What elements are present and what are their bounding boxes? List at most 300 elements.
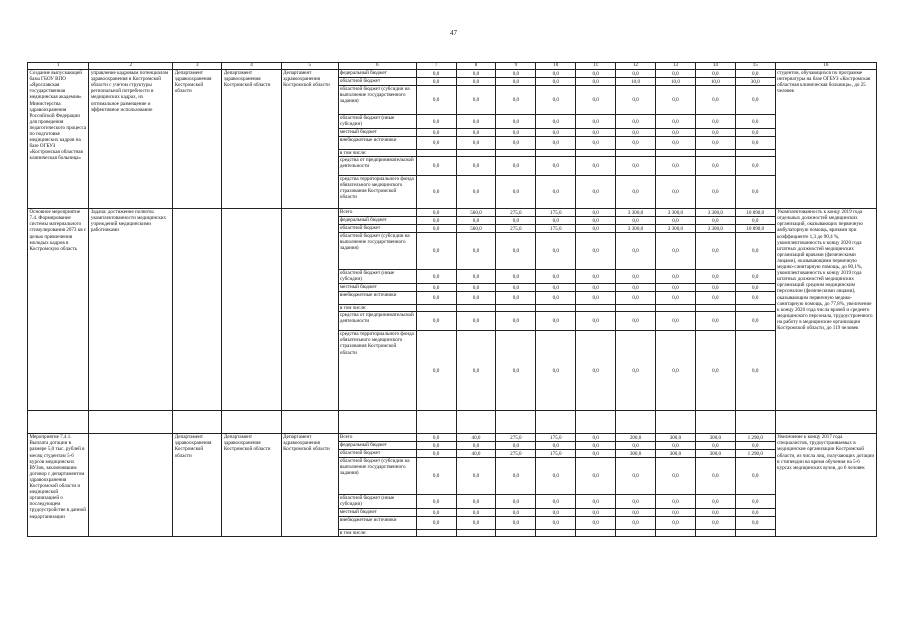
amount-cell: 0,0	[616, 495, 656, 509]
empty-cell	[496, 411, 536, 434]
funding-source-label: областной бюджет	[338, 225, 416, 233]
amount-cell: 0,0	[576, 517, 616, 530]
amount-cell: 0,0	[456, 458, 496, 495]
amount-cell: 0,0	[496, 509, 536, 517]
amount-cell: 0,0	[616, 217, 656, 225]
amount-cell: 0,0	[536, 86, 576, 115]
amount-cell: 175,0	[536, 450, 576, 458]
amount-cell: 0,0	[536, 137, 576, 150]
amount-cell: 0,0	[735, 331, 775, 411]
amount-cell: 0,0	[695, 442, 735, 450]
funding-source-label: областной бюджет (субсидии на выполнение государственного задания)	[338, 86, 416, 115]
amount-cell: 0,0	[416, 209, 456, 217]
amount-cell: 0,0	[656, 157, 696, 176]
amount-cell: 300,0	[656, 450, 696, 458]
amount-cell: 0,0	[616, 442, 656, 450]
amount-cell: 0,0	[735, 86, 775, 115]
measure-name-cell: Создание выпускающей базы ГБОУ ВПО «Ярославская государственная медицинская академия» Министерства здравоохранения Российской Федерации для проведения педагогического процесса по подготовке медицинских кадров на базе ОГБУЗ «Костромская областная клиническая больница»	[28, 70, 89, 209]
amount-cell	[695, 150, 735, 157]
funding-source-label: внебюджетные источники	[338, 292, 416, 305]
amount-cell: 0,0	[616, 137, 656, 150]
amount-cell: 560,0	[456, 209, 496, 217]
amount-cell: 0,0	[456, 270, 496, 284]
column-number: 5	[281, 63, 338, 70]
amount-cell: 0,0	[416, 434, 456, 442]
amount-cell	[616, 530, 656, 537]
funding-source-label: областной бюджет (иные субсидии)	[338, 270, 416, 284]
amount-cell: 0,0	[656, 284, 696, 292]
amount-cell: 0,0	[616, 284, 656, 292]
amount-cell: 0,0	[416, 270, 456, 284]
amount-cell: 0,0	[616, 312, 656, 331]
column-number: 12	[616, 63, 656, 70]
executor-cell	[173, 209, 222, 411]
funding-source-label: Всего	[338, 209, 416, 217]
amount-cell: 0,0	[735, 233, 775, 270]
amount-cell: 0,0	[616, 115, 656, 129]
amount-cell	[656, 150, 696, 157]
amount-cell: 0,0	[616, 129, 656, 137]
amount-cell: 0,0	[416, 331, 456, 411]
amount-cell	[456, 530, 496, 537]
amount-cell: 0,0	[576, 129, 616, 137]
amount-cell	[496, 150, 536, 157]
amount-cell: 0,0	[616, 458, 656, 495]
task-cell: управление кадровым потенциалом здравоохранения в Костромской области с учетом структуры региональной потребности в медицинских кадрах, их оптимальное размещение и эффективное использование	[89, 70, 173, 209]
funding-source-label: средства от предпринимательской деятельности	[338, 157, 416, 176]
amount-cell: 0,0	[456, 115, 496, 129]
amount-cell: 0,0	[576, 331, 616, 411]
amount-cell: 0,0	[416, 225, 456, 233]
amount-cell: 0,0	[576, 509, 616, 517]
amount-cell: 0,0	[496, 517, 536, 530]
amount-cell: 3 300,0	[695, 225, 735, 233]
empty-cell	[576, 411, 616, 434]
amount-cell: 0,0	[735, 495, 775, 509]
column-number: 10	[536, 63, 576, 70]
amount-cell: 0,0	[616, 70, 656, 78]
amount-cell: 0,0	[695, 129, 735, 137]
amount-cell: 0,0	[416, 233, 456, 270]
amount-cell: 0,0	[616, 157, 656, 176]
amount-cell: 300,0	[695, 434, 735, 442]
amount-cell: 0,0	[656, 137, 696, 150]
amount-cell: 0,0	[616, 292, 656, 305]
funding-source-label: средства от предпринимательской деятельности	[338, 312, 416, 331]
amount-cell: 0,0	[496, 312, 536, 331]
coexecutor-cell	[222, 209, 281, 411]
amount-cell: 0,0	[456, 129, 496, 137]
amount-cell: 0,0	[496, 78, 536, 86]
amount-cell	[735, 305, 775, 312]
amount-cell: 0,0	[576, 450, 616, 458]
funding-source-label: федеральный бюджет	[338, 217, 416, 225]
amount-cell: 0,0	[735, 517, 775, 530]
amount-cell: 0,0	[456, 292, 496, 305]
amount-cell: 0,0	[456, 86, 496, 115]
amount-cell: 0,0	[536, 284, 576, 292]
amount-cell: 0,0	[456, 70, 496, 78]
amount-cell	[416, 530, 456, 537]
amount-cell: 1 290,0	[735, 450, 775, 458]
amount-cell: 10,0	[695, 78, 735, 86]
amount-cell: 0,0	[576, 157, 616, 176]
amount-cell: 0,0	[416, 442, 456, 450]
amount-cell: 0,0	[496, 86, 536, 115]
amount-cell: 0,0	[576, 70, 616, 78]
amount-cell: 0,0	[456, 233, 496, 270]
amount-cell: 0,0	[536, 176, 576, 209]
participant-cell	[281, 209, 338, 411]
amount-cell: 0,0	[416, 176, 456, 209]
amount-cell: 0,0	[416, 450, 456, 458]
amount-cell: 0,0	[616, 86, 656, 115]
amount-cell: 300,0	[656, 434, 696, 442]
amount-cell: 0,0	[416, 517, 456, 530]
amount-cell: 0,0	[416, 129, 456, 137]
amount-cell: 0,0	[695, 115, 735, 129]
funding-source-label: федеральный бюджет	[338, 70, 416, 78]
amount-cell: 0,0	[695, 458, 735, 495]
amount-cell: 0,0	[656, 70, 696, 78]
amount-cell: 0,0	[695, 217, 735, 225]
amount-cell: 0,0	[576, 458, 616, 495]
amount-cell: 0,0	[616, 270, 656, 284]
amount-cell: 0,0	[496, 129, 536, 137]
amount-cell: 300,0	[695, 450, 735, 458]
amount-cell	[456, 305, 496, 312]
amount-cell: 0,0	[536, 442, 576, 450]
amount-cell: 0,0	[456, 312, 496, 331]
amount-cell: 0,0	[416, 157, 456, 176]
amount-cell: 0,0	[576, 209, 616, 217]
amount-cell: 0,0	[656, 233, 696, 270]
empty-cell	[695, 411, 735, 434]
amount-cell: 0,0	[695, 86, 735, 115]
amount-cell: 0,0	[656, 176, 696, 209]
amount-cell	[656, 305, 696, 312]
amount-cell: 0,0	[456, 442, 496, 450]
amount-cell: 0,0	[695, 284, 735, 292]
amount-cell: 0,0	[616, 176, 656, 209]
empty-cell	[616, 411, 656, 434]
amount-cell: 0,0	[735, 217, 775, 225]
amount-cell	[695, 305, 735, 312]
amount-cell	[656, 530, 696, 537]
amount-cell	[496, 530, 536, 537]
amount-cell: 0,0	[735, 458, 775, 495]
amount-cell: 560,0	[456, 225, 496, 233]
funding-source-label: средства территориального фонда обязательного медицинского страхования Костромской области	[338, 331, 416, 411]
empty-cell	[775, 411, 876, 434]
executor-cell: Департамент здравоохранения Костромской области	[173, 70, 222, 209]
amount-cell: 0,0	[536, 509, 576, 517]
funding-source-label: местный бюджет	[338, 129, 416, 137]
empty-cell	[89, 411, 173, 434]
amount-cell: 0,0	[695, 157, 735, 176]
amount-cell: 175,0	[536, 209, 576, 217]
column-number: 8	[456, 63, 496, 70]
budget-row	[28, 209, 877, 217]
amount-cell: 0,0	[695, 517, 735, 530]
amount-cell	[416, 150, 456, 157]
amount-cell: 0,0	[656, 442, 696, 450]
amount-cell: 0,0	[456, 509, 496, 517]
amount-cell: 0,0	[576, 270, 616, 284]
amount-cell: 0,0	[735, 70, 775, 78]
amount-cell	[536, 150, 576, 157]
amount-cell: 0,0	[416, 86, 456, 115]
amount-cell: 0,0	[576, 292, 616, 305]
amount-cell: 275,0	[496, 434, 536, 442]
amount-cell: 0,0	[656, 312, 696, 331]
amount-cell: 0,0	[456, 284, 496, 292]
empty-cell	[222, 411, 281, 434]
funding-source-label: местный бюджет	[338, 509, 416, 517]
expected-result-cell: студентов, обучающихся по программе интернатуры на базе ОГБУЗ «Костромская областная клиническая больница», до 25 человек	[775, 70, 876, 209]
amount-cell: 0,0	[576, 225, 616, 233]
column-number-row	[28, 63, 877, 70]
amount-cell: 0,0	[576, 78, 616, 86]
amount-cell	[416, 305, 456, 312]
amount-cell	[576, 150, 616, 157]
amount-cell: 0,0	[496, 70, 536, 78]
amount-cell: 0,0	[496, 233, 536, 270]
amount-cell: 0,0	[536, 78, 576, 86]
amount-cell: 0,0	[416, 115, 456, 129]
amount-cell: 0,0	[536, 331, 576, 411]
funding-source-label: областной бюджет (иные субсидии)	[338, 115, 416, 129]
amount-cell: 0,0	[416, 70, 456, 78]
amount-cell: 0,0	[576, 115, 616, 129]
spacer-row	[28, 411, 877, 434]
amount-cell: 0,0	[536, 292, 576, 305]
amount-cell: 200,0	[616, 434, 656, 442]
amount-cell: 0,0	[695, 70, 735, 78]
column-number: 14	[695, 63, 735, 70]
amount-cell: 0,0	[695, 509, 735, 517]
amount-cell: 0,0	[496, 284, 536, 292]
amount-cell: 0,0	[576, 233, 616, 270]
measure-name-cell: Мероприятие 7.4.1. Выплата дотации в размере 5,0 тыс. рублей в месяц студентам 5-6 курсов медицинских ВУЗов, заключившим договор с департаментом здравоохранения Костромской области и медицинской организацией о последующем трудоустройстве в данной медорганизации	[28, 434, 89, 537]
column-number: 13	[656, 63, 696, 70]
amount-cell: 0,0	[656, 292, 696, 305]
amount-cell: 0,0	[416, 509, 456, 517]
amount-cell: 0,0	[695, 137, 735, 150]
amount-cell: 0,0	[735, 129, 775, 137]
empty-cell	[536, 411, 576, 434]
empty-cell	[656, 411, 696, 434]
amount-cell: 10 890,0	[735, 209, 775, 217]
column-number: 6	[338, 63, 416, 70]
amount-cell: 0,0	[695, 270, 735, 284]
column-number: 2	[89, 63, 173, 70]
amount-cell	[616, 305, 656, 312]
amount-cell: 10 890,0	[735, 225, 775, 233]
column-number: 9	[496, 63, 536, 70]
amount-cell: 0,0	[576, 137, 616, 150]
empty-cell	[281, 411, 338, 434]
amount-cell: 30,0	[735, 78, 775, 86]
amount-cell: 0,0	[416, 217, 456, 225]
amount-cell: 0,0	[695, 176, 735, 209]
amount-cell	[735, 150, 775, 157]
amount-cell: 175,0	[536, 225, 576, 233]
amount-cell: 40,0	[456, 450, 496, 458]
amount-cell: 3 300,0	[616, 209, 656, 217]
amount-cell: 0,0	[536, 517, 576, 530]
amount-cell: 0,0	[536, 70, 576, 78]
funding-source-label: в том числе:	[338, 150, 416, 157]
amount-cell: 0,0	[656, 495, 696, 509]
amount-cell: 0,0	[496, 442, 536, 450]
amount-cell: 0,0	[656, 270, 696, 284]
amount-cell	[456, 150, 496, 157]
budget-row	[28, 70, 877, 78]
funding-source-label: в том числе:	[338, 305, 416, 312]
funding-source-label: средства территориального фонда обязательного медицинского страхования Костромской области	[338, 176, 416, 209]
amount-cell: 0,0	[416, 137, 456, 150]
amount-cell: 0,0	[536, 129, 576, 137]
amount-cell: 0,0	[536, 495, 576, 509]
amount-cell: 0,0	[656, 129, 696, 137]
column-number: 16	[775, 63, 876, 70]
amount-cell: 0,0	[456, 78, 496, 86]
amount-cell	[735, 530, 775, 537]
amount-cell: 0,0	[536, 270, 576, 284]
amount-cell: 0,0	[496, 137, 536, 150]
amount-cell: 275,0	[496, 225, 536, 233]
funding-source-label: областной бюджет (иные субсидии)	[338, 495, 416, 509]
amount-cell: 300,0	[616, 450, 656, 458]
amount-cell: 0,0	[496, 176, 536, 209]
task-cell: Задача: достижение полноты укомплектованности медицинских учреждений медицинскими работниками	[89, 209, 173, 411]
participant-cell: Департамент здравоохранения Костромской области	[281, 434, 338, 537]
coexecutor-cell: Департамент здравоохранения Костромской области	[222, 434, 281, 537]
amount-cell: 0,0	[735, 137, 775, 150]
funding-source-label: областной бюджет (субсидии на выполнение государственного задания)	[338, 458, 416, 495]
column-number: 3	[173, 63, 222, 70]
amount-cell: 0,0	[695, 331, 735, 411]
amount-cell	[536, 530, 576, 537]
participant-cell: Департамент здравоохранения Костромской области	[281, 70, 338, 209]
column-number: 4	[222, 63, 281, 70]
empty-cell	[735, 411, 775, 434]
amount-cell: 0,0	[536, 312, 576, 331]
budget-row	[28, 434, 877, 442]
page-number: 47	[450, 29, 457, 37]
amount-cell: 275,0	[496, 209, 536, 217]
amount-cell: 3 300,0	[656, 225, 696, 233]
amount-cell: 0,0	[656, 509, 696, 517]
amount-cell	[576, 305, 616, 312]
empty-cell	[338, 411, 416, 434]
coexecutor-cell: Департамент здравоохранения Костромской области	[222, 70, 281, 209]
amount-cell: 0,0	[576, 176, 616, 209]
amount-cell: 0,0	[496, 331, 536, 411]
amount-cell: 0,0	[656, 115, 696, 129]
amount-cell: 0,0	[576, 434, 616, 442]
amount-cell: 0,0	[416, 292, 456, 305]
amount-cell: 0,0	[416, 495, 456, 509]
amount-cell: 0,0	[695, 233, 735, 270]
column-number: 11	[576, 63, 616, 70]
empty-cell	[28, 411, 89, 434]
amount-cell: 0,0	[416, 78, 456, 86]
empty-cell	[173, 411, 222, 434]
amount-cell: 0,0	[416, 284, 456, 292]
amount-cell: 0,0	[456, 517, 496, 530]
amount-cell: 0,0	[656, 217, 696, 225]
amount-cell: 1 290,0	[735, 434, 775, 442]
amount-cell: 0,0	[456, 495, 496, 509]
expected-result-cell: Увеличение к концу 2017 года специалистов, трудоустраиваемых в медицинские организации Костромской области, из числа лиц, получающих дотации в стипендии во время обучения на 5-6 курсах медицинских вузов, до 6 человек	[775, 434, 876, 537]
amount-cell: 3 300,0	[695, 209, 735, 217]
task-cell	[89, 434, 173, 537]
empty-cell	[456, 411, 496, 434]
amount-cell: 0,0	[616, 517, 656, 530]
amount-cell: 0,0	[496, 458, 536, 495]
amount-cell: 0,0	[576, 217, 616, 225]
expected-result-cell: Укомплектованность к концу 2019 года отдельных должностей медицинских организаций, оказывающих первичную амбулаторную помощь, врачами при коэффициенте 1,3 до 90,4 %, укомплектованность к концу 2020 года штатных должностей медицинских организаций врачами (физическими лицами), оказывающими первичную медико-санитарную помощь, до 80,1%, укомплектованность к концу 2019 года штатных должностей медицинских организаций средним медицинским персоналом (физическими лицами), оказывающим первичную медико-санитарную помощь, до 77,8%, увеличение к концу 2020 года числа врачей и среднего медицинского персонала, трудоустроенного на работу в медицинские организации Костромской области, до 119 человек	[775, 209, 876, 411]
amount-cell: 0,0	[536, 217, 576, 225]
amount-cell: 0,0	[456, 157, 496, 176]
amount-cell: 275,0	[496, 450, 536, 458]
amount-cell: 0,0	[416, 312, 456, 331]
amount-cell	[616, 150, 656, 157]
amount-cell: 0,0	[616, 331, 656, 411]
amount-cell: 40,0	[456, 434, 496, 442]
amount-cell: 0,0	[456, 137, 496, 150]
amount-cell: 0,0	[695, 495, 735, 509]
amount-cell: 0,0	[456, 217, 496, 225]
amount-cell: 0,0	[695, 292, 735, 305]
amount-cell: 0,0	[616, 233, 656, 270]
amount-cell: 0,0	[735, 442, 775, 450]
funding-source-label: внебюджетные источники	[338, 137, 416, 150]
column-number: 1	[28, 63, 89, 70]
funding-source-label: областной бюджет (субсидии на выполнение государственного задания)	[338, 233, 416, 270]
amount-cell: 0,0	[735, 509, 775, 517]
amount-cell	[695, 530, 735, 537]
amount-cell: 0,0	[536, 233, 576, 270]
amount-cell: 10,0	[616, 78, 656, 86]
amount-cell: 0,0	[735, 284, 775, 292]
funding-source-label: местный бюджет	[338, 284, 416, 292]
amount-cell: 175,0	[536, 434, 576, 442]
amount-cell: 0,0	[735, 115, 775, 129]
funding-source-label: в том числе:	[338, 530, 416, 537]
amount-cell: 0,0	[576, 284, 616, 292]
executor-cell: Департамент здравоохранения Костромской области	[173, 434, 222, 537]
funding-source-label: федеральный бюджет	[338, 442, 416, 450]
amount-cell: 0,0	[735, 176, 775, 209]
amount-cell: 0,0	[496, 270, 536, 284]
amount-cell: 0,0	[536, 115, 576, 129]
amount-cell: 0,0	[735, 292, 775, 305]
amount-cell: 0,0	[416, 458, 456, 495]
amount-cell: 0,0	[496, 292, 536, 305]
amount-cell: 0,0	[456, 331, 496, 411]
column-number: 15	[735, 63, 775, 70]
funding-source-label: Всего	[338, 434, 416, 442]
amount-cell: 0,0	[576, 495, 616, 509]
amount-cell: 0,0	[576, 442, 616, 450]
amount-cell: 0,0	[656, 331, 696, 411]
amount-cell: 0,0	[496, 217, 536, 225]
amount-cell: 0,0	[656, 86, 696, 115]
amount-cell: 0,0	[496, 115, 536, 129]
